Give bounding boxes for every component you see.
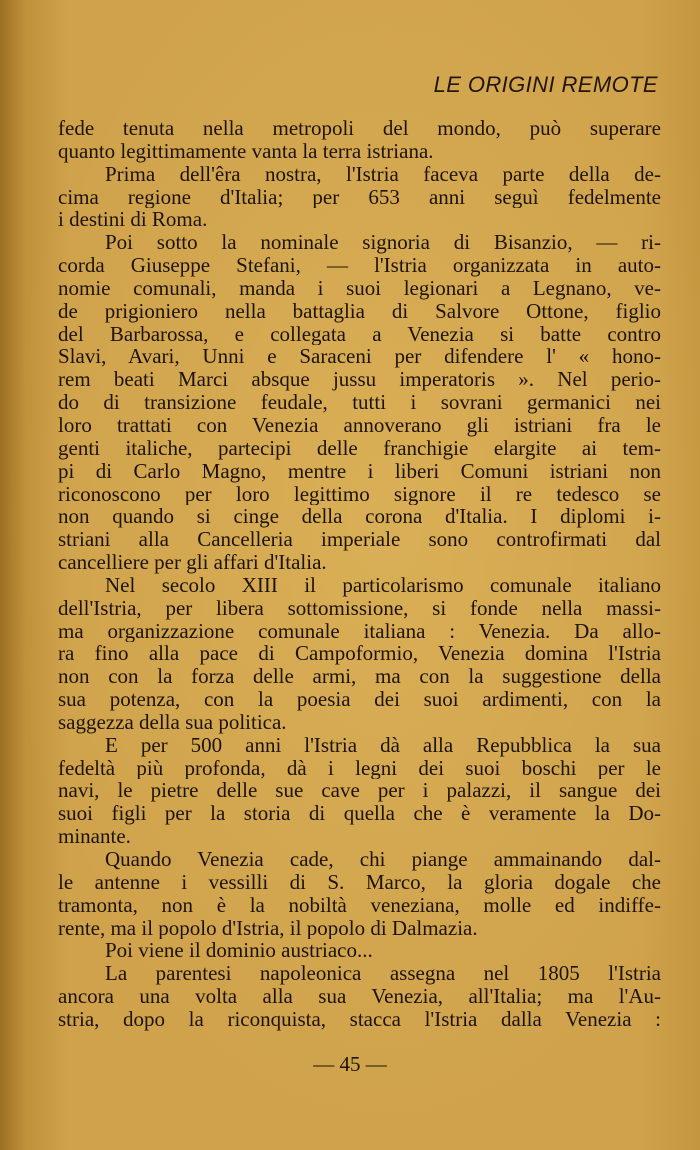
text-line: striani alla Cancelleria imperiale sono controfirmati dal: [58, 528, 661, 552]
text-line: fedeltà più profonda, dà i legni dei suoi boschi per le: [58, 756, 661, 780]
text-line: ra fino alla pace di Campoformio, Venezia domina l'Istria: [58, 642, 661, 666]
text-line: nomie comunali, manda i suoi legionari a Legnano, ve-: [58, 276, 661, 300]
text-line: corda Giuseppe Stefani, — l'Istria organizzata in auto-: [58, 254, 661, 277]
text-line: non con la forza delle armi, ma con la suggestione della: [58, 665, 661, 689]
text-line: fede tenuta nella metropoli del mondo, può superare: [58, 117, 661, 140]
text-line: riconoscono per loro legittimo signore il re tedesco se: [58, 482, 661, 506]
text-line: del Barbarossa, e collegata a Venezia si batte contro: [58, 322, 661, 346]
text-line: Prima dell'êra nostra, l'Istria faceva parte della de-: [105, 162, 661, 186]
text-line: rente, ma il popolo d'Istria, il popolo di Dalmazia.: [58, 916, 478, 940]
text-line: Nel secolo XIII il particolarismo comunale italiano: [105, 573, 661, 597]
text-line: de prigioniero nella battaglia di Salvore Ottone, figlio: [58, 299, 661, 323]
text-line: suoi figli per la storia di quella che è veramente la Do-: [58, 802, 661, 826]
text-line: le antenne i vessilli di S. Marco, la gloria dogale che: [58, 870, 661, 894]
text-line: loro trattati con Venezia annoverano gli istriani fra le: [58, 413, 661, 437]
text-line: ancora una volta alla sua Venezia, all'Italia; ma l'Au-: [58, 985, 661, 1008]
text-line: Poi sotto la nominale signoria di Bisanzio, — ri-: [105, 231, 661, 255]
text-line: tramonta, non è la nobiltà veneziana, molle ed indiffe-: [58, 893, 661, 917]
text-line: La parentesi napoleonica assegna nel 1805 l'Istria: [105, 962, 661, 986]
page-number: — 45 —: [313, 1052, 387, 1076]
text-line: quanto legittimamente vanta la terra istriana.: [58, 139, 434, 163]
text-line: stria, dopo la riconquista, stacca l'Istria dalla Venezia :: [58, 1007, 661, 1031]
text-line: pi di Carlo Magno, mentre i liberi Comuni istriani non: [58, 459, 661, 483]
text-line: non quando si cinge della corona d'Italia. I diplomi i-: [58, 505, 661, 529]
text-line: do di transizione feudale, tutti i sovrani germanici nei: [58, 391, 661, 414]
body-text: [58, 117, 661, 1031]
text-line: ma organizzazione comunale italiana : Venezia. Da allo-: [58, 619, 661, 643]
text-line: minante.: [58, 825, 131, 848]
text-line: dell'Istria, per libera sottomissione, si fonde nella massi-: [58, 596, 661, 620]
text-line: genti italiche, partecipi delle franchigie elargite ai tem-: [58, 436, 661, 460]
text-line: Poi viene il dominio austriaco...: [105, 939, 373, 963]
text-line: saggezza della sua politica.: [58, 710, 287, 734]
text-line: navi, le pietre delle sue cave per i palazzi, il sangue dei: [58, 779, 661, 803]
text-line: Quando Venezia cade, chi piange ammainando dal-: [105, 848, 661, 871]
text-line: sua potenza, con la poesia dei suoi ardimenti, con la: [58, 688, 661, 711]
text-line: rem beati Marci absque jussu imperatoris ». Nel perio-: [58, 368, 661, 392]
text-line: cima regione d'Italia; per 653 anni seguì fedelmente: [58, 185, 661, 209]
text-line: E per 500 anni l'Istria dà alla Repubblica la sua: [105, 733, 661, 757]
text-line: Slavi, Avari, Unni e Saraceni per difendere l' « hono-: [58, 345, 661, 369]
text-line: cancelliere per gli affari d'Italia.: [58, 551, 327, 574]
running-head: LE ORIGINI REMOTE: [433, 72, 658, 97]
text-line: i destini di Roma.: [58, 208, 208, 232]
